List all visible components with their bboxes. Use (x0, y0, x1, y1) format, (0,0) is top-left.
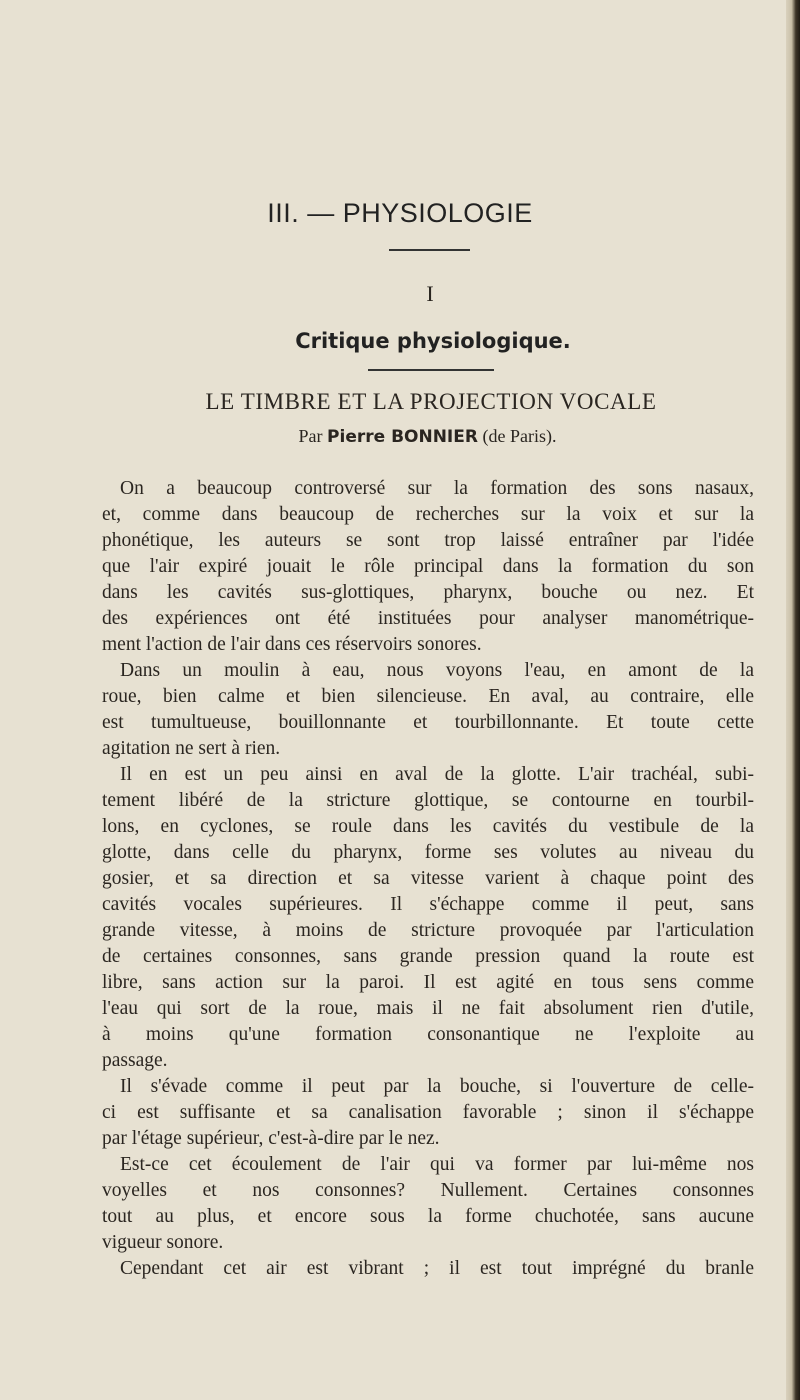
text-line: à moins qu'une formation consonantique ne l'exploite au (102, 1024, 754, 1045)
text-line: vigueur sonore. (102, 1232, 224, 1253)
article-title: LE TIMBRE ET LA PROJECTION VOCALE (205, 389, 657, 414)
text-line: est tumultueuse, bouillonnante et tourbillonnante. Et toute cette (102, 712, 754, 733)
text-line: lons, en cyclones, se roule dans les cavités du vestibule de la (102, 816, 754, 837)
text-line: ment l'action de l'air dans ces réservoirs sonores. (102, 634, 482, 655)
text-line: ci est suffisante et sa canalisation favorable ; sinon il s'échappe (102, 1102, 754, 1123)
text-line: l'eau qui sort de la roue, mais il ne fait absolument rien d'utile, (102, 998, 754, 1019)
text-line: grande vitesse, à moins de stricture provoquée par l'articulation (102, 920, 754, 941)
part-number: I (426, 281, 434, 306)
subtitle: Critique physiologique. (295, 329, 571, 353)
text-line: Il s'évade comme il peut par la bouche, si l'ouverture de celle- (120, 1076, 754, 1097)
text-line: On a beaucoup controversé sur la formation des sons nasaux, (120, 478, 754, 499)
subtitle-rule (368, 369, 494, 371)
author-name: Pierre BONNIER (327, 427, 478, 447)
text-line: tement libéré de la stricture glottique, se contourne en tourbil- (102, 790, 754, 811)
text-line: que l'air expiré jouait le rôle principal dans la formation du son (102, 556, 754, 577)
author-origin: (de Paris). (482, 426, 557, 446)
body-text (102, 476, 754, 1282)
text-line: agitation ne sert à rien. (102, 738, 281, 759)
byline (0, 426, 800, 447)
text-line: tout au plus, et encore sous la forme chuchotée, sans aucune (102, 1206, 754, 1227)
text-line: des expériences ont été instituées pour analyser manométrique- (102, 608, 754, 629)
text-line: roue, bien calme et bien silencieuse. En aval, au contraire, elle (102, 686, 754, 707)
text-line: Cependant cet air est vibrant ; il est tout imprégné du branle (120, 1258, 754, 1279)
text-line: par l'étage supérieur, c'est-à-dire par le nez. (102, 1128, 440, 1149)
text-line: passage. (102, 1050, 168, 1071)
text-line: Est-ce cet écoulement de l'air qui va former par lui-même nos (120, 1154, 754, 1175)
text-line: phonétique, les auteurs se sont trop laissé entraîner par l'idée (102, 530, 754, 551)
text-line: Il en est un peu ainsi en aval de la glotte. L'air trachéal, subi- (120, 764, 754, 785)
text-line: Dans un moulin à eau, nous voyons l'eau, en amont de la (120, 660, 754, 681)
text-line: et, comme dans beaucoup de recherches sur la voix et sur la (102, 504, 754, 525)
text-line: dans les cavités sus-glottiques, pharynx, bouche ou nez. Et (102, 582, 754, 603)
page-binding-edge (786, 0, 800, 1400)
text-line: gosier, et sa direction et sa vitesse varient à chaque point des (102, 868, 754, 889)
text-line: cavités vocales supérieures. Il s'échappe comme il peut, sans (102, 894, 754, 915)
text-line: glotte, dans celle du pharynx, forme ses volutes au niveau du (102, 842, 754, 863)
heading-rule (389, 249, 470, 251)
byline-prefix: Par (298, 426, 323, 446)
section-heading: III. — PHYSIOLOGIE (267, 198, 533, 228)
text-line: libre, sans action sur la paroi. Il est agité en tous sens comme (102, 972, 754, 993)
text-line: voyelles et nos consonnes? Nullement. Certaines consonnes (102, 1180, 754, 1201)
text-line: de certaines consonnes, sans grande pression quand la route est (102, 946, 754, 967)
